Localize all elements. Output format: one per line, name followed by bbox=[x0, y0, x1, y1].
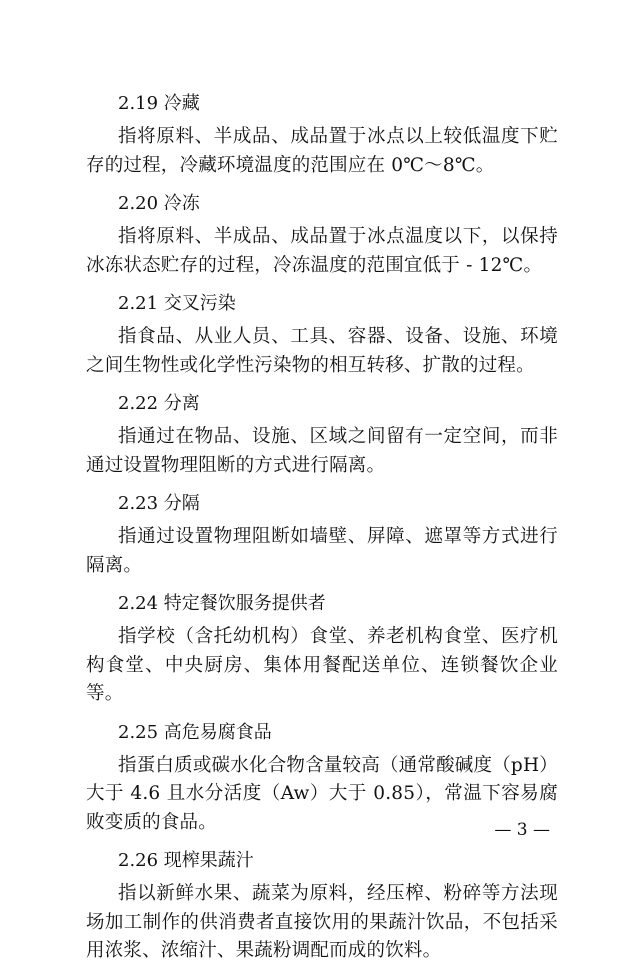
page-number: — 3 — bbox=[494, 820, 550, 840]
section-heading: 2.19 冷藏 bbox=[118, 93, 200, 114]
section-2-20 bbox=[86, 192, 558, 280]
section-body: 指通过设置物理阻断如墙壁、屏障、遮罩等方式进行隔离。 bbox=[86, 526, 558, 576]
section-body: 指学校（含托幼机构）食堂、养老机构食堂、医疗机构食堂、中央厨房、集体用餐配送单位、连锁餐饮企业等。 bbox=[86, 626, 558, 704]
section-2-21 bbox=[86, 292, 558, 380]
section-2-24 bbox=[86, 592, 558, 709]
section-heading: 2.22 分离 bbox=[118, 393, 200, 414]
document-page bbox=[86, 92, 558, 978]
section-2-26 bbox=[86, 849, 558, 966]
section-heading: 2.21 交叉污染 bbox=[118, 293, 236, 314]
section-body: 指以新鲜水果、蔬菜为原料，经压榨、粉碎等方法现场加工制作的供消费者直接饮用的果蔬汁饮品，不包括采用浓浆、浓缩汁、果蔬粉调配而成的饮料。 bbox=[86, 883, 558, 961]
section-body: 指将原料、半成品、成品置于冰点温度以下，以保持冰冻状态贮存的过程，冷冻温度的范围宜低于 - 12℃。 bbox=[86, 226, 558, 276]
section-heading: 2.26 现榨果蔬汁 bbox=[118, 850, 254, 871]
section-2-19 bbox=[86, 92, 558, 180]
section-2-23 bbox=[86, 492, 558, 580]
section-body: 指蛋白质或碳水化合物含量较高（通常酸碱度（pH）大于 4.6 且水分活度（Aw）大于 0.85），常温下容易腐败变质的食品。 bbox=[86, 754, 558, 833]
section-heading: 2.20 冷冻 bbox=[118, 193, 200, 214]
section-body: 指食品、从业人员、工具、容器、设备、设施、环境之间生物性或化学性污染物的相互转移、扩散的过程。 bbox=[86, 326, 558, 376]
section-heading: 2.24 特定餐饮服务提供者 bbox=[118, 593, 326, 614]
section-2-25 bbox=[86, 721, 558, 838]
section-body: 指将原料、半成品、成品置于冰点以上较低温度下贮存的过程，冷藏环境温度的范围应在 0℃～8℃。 bbox=[86, 126, 558, 176]
section-heading: 2.23 分隔 bbox=[118, 493, 200, 514]
section-2-22 bbox=[86, 392, 558, 480]
section-heading: 2.25 高危易腐食品 bbox=[118, 721, 272, 743]
section-body: 指通过在物品、设施、区域之间留有一定空间，而非通过设置物理阻断的方式进行隔离。 bbox=[86, 426, 558, 476]
